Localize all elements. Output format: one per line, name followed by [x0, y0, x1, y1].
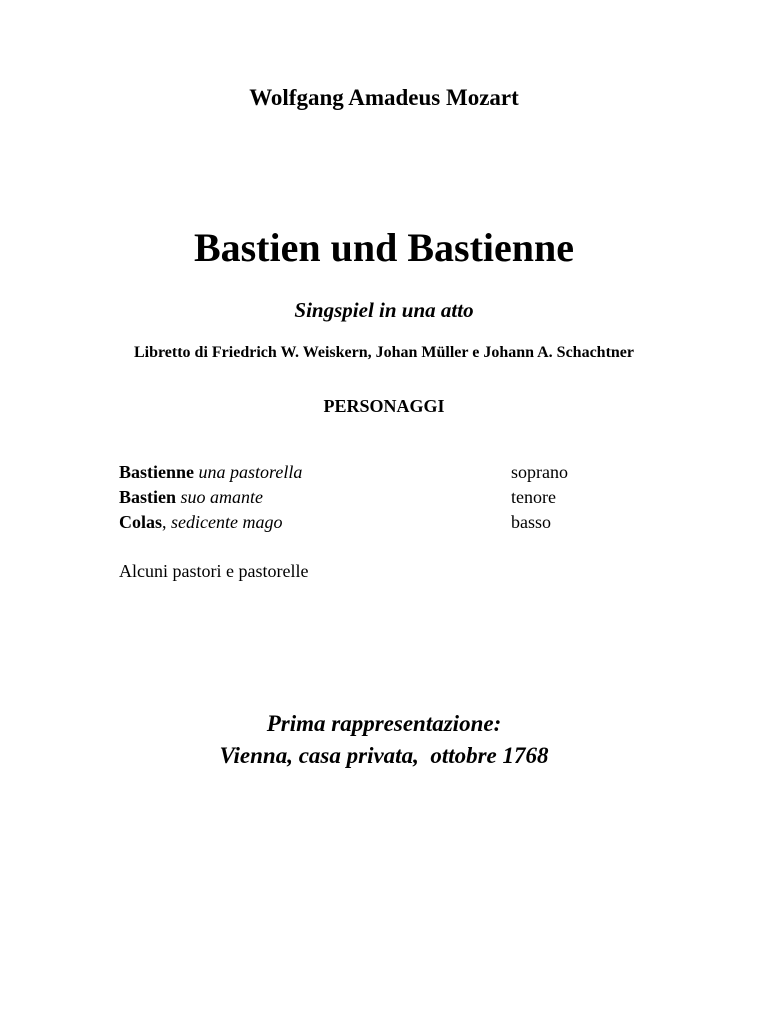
- cast-voice: basso: [511, 512, 551, 532]
- personaggi-heading: PERSONAGGI: [323, 396, 445, 416]
- premiere-heading: Prima rappresentazione:: [266, 711, 502, 736]
- composer-name: Wolfgang Amadeus Mozart: [249, 85, 519, 110]
- cast-description: suo amante: [180, 487, 264, 507]
- cast-row-bastienne: [119, 460, 639, 485]
- cast-name: Colas: [119, 512, 163, 532]
- premiere-details: Vienna, casa privata, ottobre 1768: [219, 743, 549, 768]
- cast-description: una pastorella: [198, 462, 303, 482]
- cast-separator: ,: [162, 512, 172, 532]
- cast-description: sedicente mago: [171, 512, 283, 532]
- libretto-credit: Libretto di Friedrich W. Weiskern, Johan Müller e Johann A. Schachtner: [133, 344, 635, 361]
- cast-voice: tenore: [511, 487, 556, 507]
- premiere-info: [0, 708, 768, 772]
- chorus-line: Alcuni pastori e pastorelle: [119, 561, 309, 581]
- cast-row-bastien: [119, 485, 639, 510]
- cast-name: Bastienne: [119, 462, 195, 482]
- opera-title: Bastien und Bastienne: [193, 225, 575, 270]
- cast-list: [119, 460, 639, 535]
- cast-row-colas: [119, 510, 639, 535]
- cast-voice: soprano: [511, 462, 568, 482]
- cast-name: Bastien: [119, 487, 177, 507]
- opera-subtitle: Singspiel in una atto: [294, 298, 474, 322]
